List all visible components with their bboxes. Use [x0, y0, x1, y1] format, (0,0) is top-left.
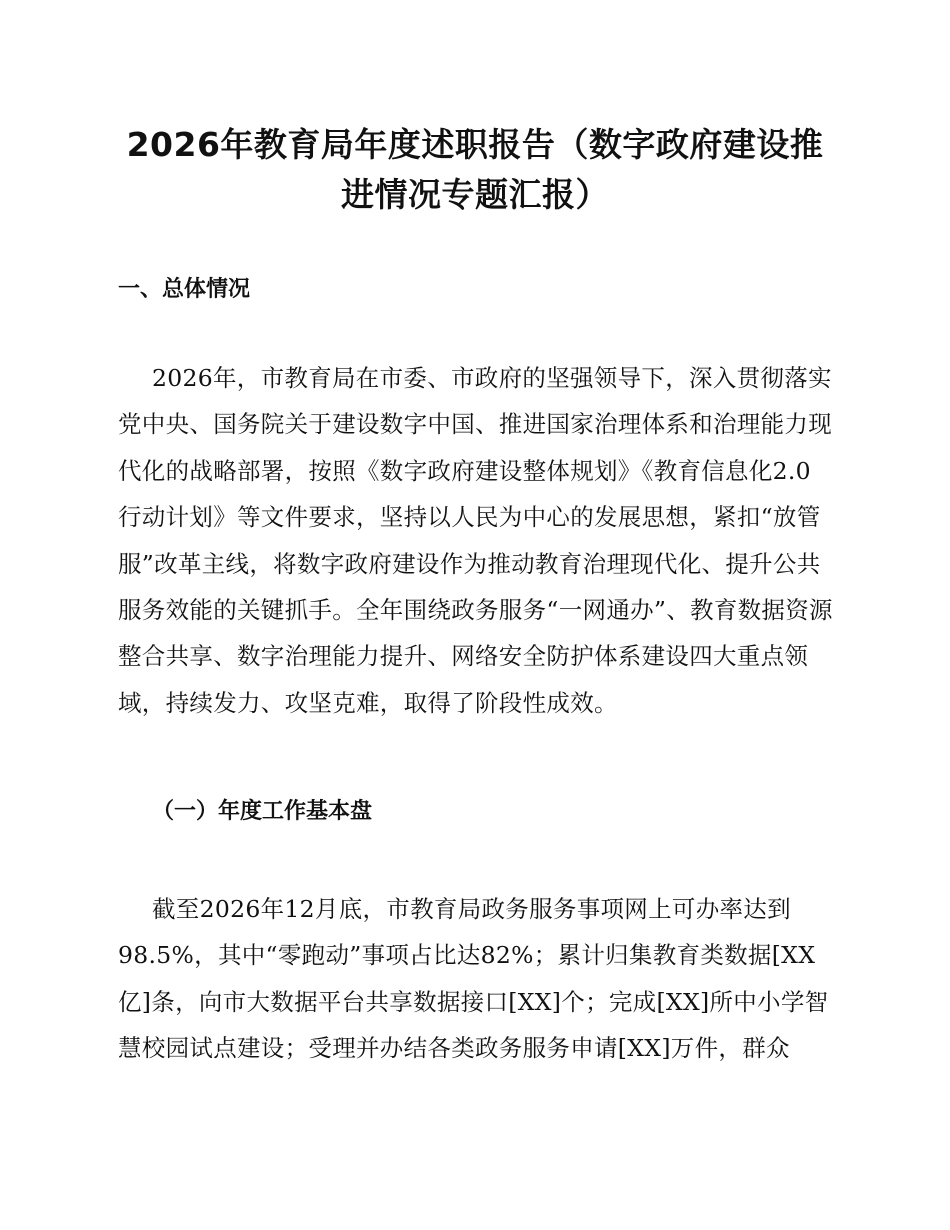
annual-work-paragraph: 截至2026年12月底，市教育局政务服务事项网上可办率达到98.5%，其中“零跑动”事项占比达82%；累计归集教育类数据[XX亿]条，向市大数据平台共享数据接口[XX]个；完成[XX]所中小学智慧校园试点建设；受理并办结各类政务服务申请[XX]万件，群众	[118, 895, 829, 1063]
overall-paragraph: 2026年，市教育局在市委、市政府的坚强领导下，深入贯彻落实党中央、国务院关于建设数字中国、推进国家治理体系和治理能力现代化的战略部署，按照《数字政府建设整体规划》《教育信息化2.0行动计划》等文件要求，坚持以人民为中心的发展思想，紧扣“放管服”改革主线，将数字政府建设作为推动教育治理现代化、提升公共服务效能的关键抓手。全年围绕政务服务“一网通办”、教育数据资源整合共享、数字治理能力提升、网络安全防护体系建设四大重点领域，持续发力、攻坚克难，取得了阶段性成效。	[118, 364, 833, 717]
section-heading-overall: 一、总体情况	[118, 277, 251, 302]
document-title: 2026年教育局年度述职报告（数字政府建设推进情况专题汇报）	[126, 125, 824, 214]
subsection-heading-annual-work: （一）年度工作基本盘	[152, 799, 373, 824]
